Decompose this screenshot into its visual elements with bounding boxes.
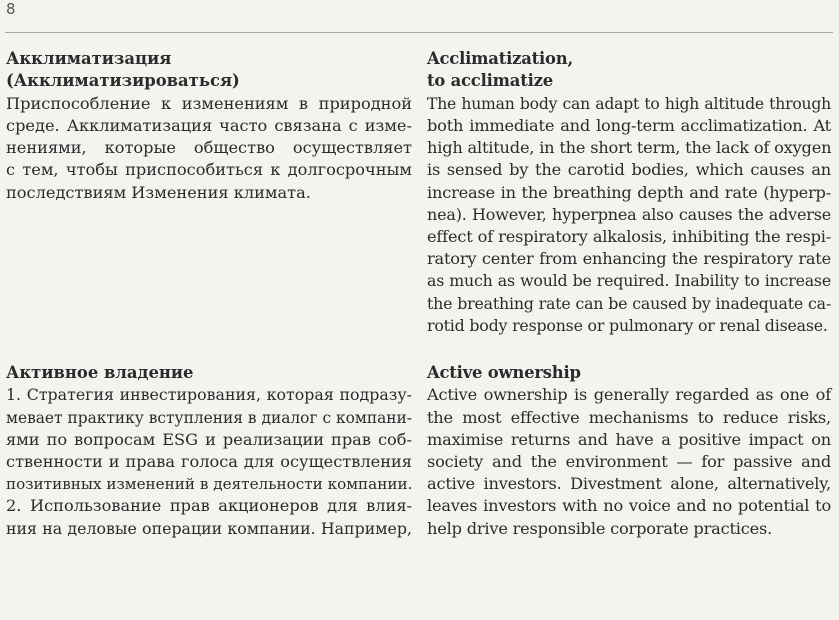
definition-line: rotid body response or pulmonary or renal disease. [427, 315, 828, 335]
definition-line: Active ownership is generally regarded as one of [427, 385, 831, 405]
definition-line: increase in the breathing depth and rate (hyperp- [427, 182, 831, 202]
definition-ru [6, 93, 412, 204]
definition-line: ния на деловые операции компании. Например, [6, 518, 412, 538]
definition-line: Приспособление к изменениям в природной [6, 93, 412, 113]
term-line: Active ownership [427, 363, 581, 382]
definition-line: The human body can adapt to high altitude through [427, 94, 831, 113]
definition-line: active investors. Divestment alone, alternatively, [427, 474, 831, 494]
definition-line: 1. Стратегия инвестирования, которая подразу- [6, 385, 412, 405]
definition-line: позитивных изменений в деятельности компании. [6, 475, 413, 494]
definition-line: последствиям Изменения климата. [6, 182, 311, 202]
entry-active-ownership-en [427, 362, 831, 540]
definition-line: ratory center from enhancing the respiratory rate [427, 249, 831, 269]
term-heading-en [427, 48, 831, 93]
definition-ru [6, 384, 412, 539]
term-heading-en [427, 362, 831, 384]
definition-line: the most effective mechanisms to reduce risks, [427, 407, 831, 427]
definition-line: as much as would be required. Inability to increase [427, 271, 831, 291]
definition-line: help drive responsible corporate practices. [427, 518, 773, 538]
definition-line: high altitude, in the short term, the lack of oxygen [427, 138, 832, 158]
definition-line: society and the environment — for passive and [427, 452, 831, 472]
definition-line: both immediate and long-term acclimatization. At [427, 116, 831, 136]
definition-line: среде. Акклиматизация часто связана с изме- [6, 116, 412, 136]
definition-line: ями по вопросам ESG и реализации прав соб- [6, 429, 412, 449]
definition-line: effect of respiratory alkalosis, inhibiting the respi- [427, 227, 831, 247]
page-number: 8 [6, 0, 16, 18]
term-line: (Акклиматизироваться) [6, 71, 240, 91]
definition-line: maximise returns and have a positive impact on [427, 429, 831, 449]
header-rule [5, 32, 833, 33]
term-line: to acclimatize [427, 71, 553, 91]
term-heading-ru [6, 362, 412, 384]
definition-line: the breathing rate can be caused by inadequate ca- [427, 293, 831, 313]
definition-line: nea). However, hyperpnea also causes the adverse [427, 204, 831, 224]
term-line: Акклиматизация [6, 49, 172, 68]
term-heading-ru [6, 48, 412, 93]
definition-en [427, 384, 831, 539]
definition-line: нениями, которые общество осуществляет [6, 138, 412, 158]
definition-line: 2. Использование прав акционеров для влия- [6, 496, 412, 516]
definition-line: мевает практику вступления в диалог с компани- [6, 408, 412, 427]
term-line: Активное владение [6, 363, 194, 382]
definition-line: ственности и права голоса для осуществления [6, 452, 412, 472]
definition-line: с тем, чтобы приспособиться к долгосрочным [6, 160, 412, 180]
definition-line: is sensed by the carotid bodies, which causes an [427, 160, 831, 180]
definition-line: leaves investors with no voice and no potential to [427, 496, 831, 516]
entry-acclimatization-ru [6, 48, 412, 204]
entry-active-ownership-ru [6, 362, 412, 540]
definition-en [427, 93, 831, 337]
entry-acclimatization-en [427, 48, 831, 337]
term-line: Acclimatization, [427, 49, 573, 68]
